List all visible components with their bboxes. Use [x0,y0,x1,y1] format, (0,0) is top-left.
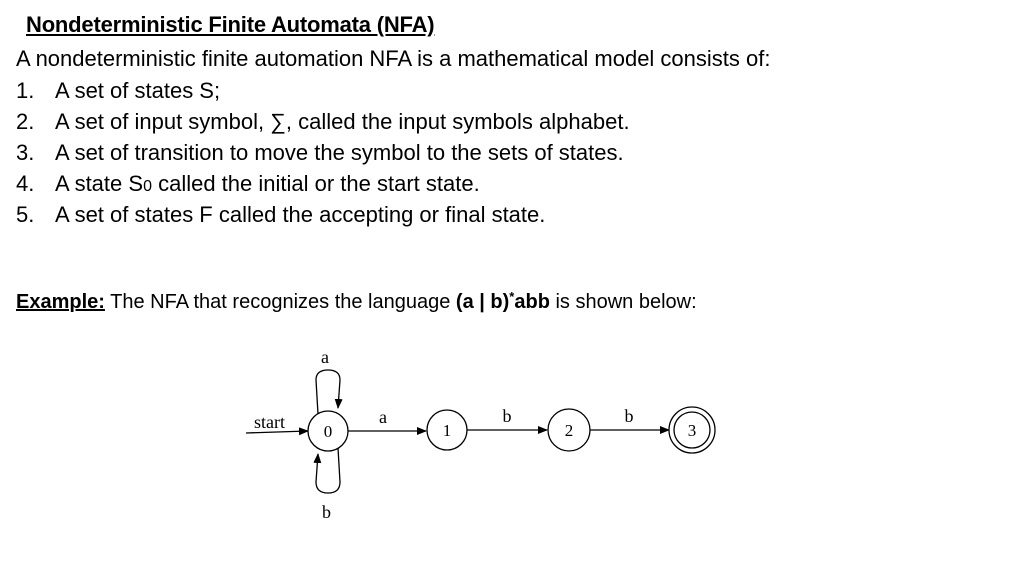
start-label: start [254,412,285,432]
list-number: 4. [16,171,35,196]
example-language-star: * [509,289,515,304]
state-2-label: 2 [564,421,574,440]
example-label: Example: [16,291,105,313]
list-text-subscript: 0 [143,178,152,195]
list-number: 1. [16,78,35,103]
example-text-after: is shown below: [549,291,697,313]
state-1-label: 1 [442,421,452,440]
self-loop-top [316,370,340,414]
list-number: 2. [16,109,35,134]
transition-1-2-label: b [502,406,512,426]
example-language-tail: abb [514,291,550,313]
list-text: A set of states S; [55,78,221,103]
transition-2-3-label: b [624,406,634,426]
intro-text: A nondeterministic finite automation NFA is a mathematical model consists of: [16,46,771,71]
state-3-label: 3 [687,421,697,440]
example-language-base: (a | b) [455,291,510,313]
list-text-pre: A state S [55,171,144,196]
state-0-label: 0 [323,422,333,441]
list-text: A set of transition to move the symbol to the sets of states. [55,140,624,165]
list-text-post: called the initial or the start state. [151,171,480,196]
loop-bottom-label: b [322,502,331,522]
list-number: 5. [16,202,35,227]
list-text: A set of input symbol, ∑, called the input symbols alphabet. [55,109,630,134]
transition-0-1-label: a [379,407,387,427]
example-text-before: The NFA that recognizes the language [104,291,456,313]
list-text: A set of states F called the accepting or final state. [55,202,546,227]
list-number: 3. [16,140,35,165]
loop-top-label: a [321,347,329,367]
self-loop-bottom [316,448,340,493]
page-title: Nondeterministic Finite Automata (NFA) [26,12,435,37]
